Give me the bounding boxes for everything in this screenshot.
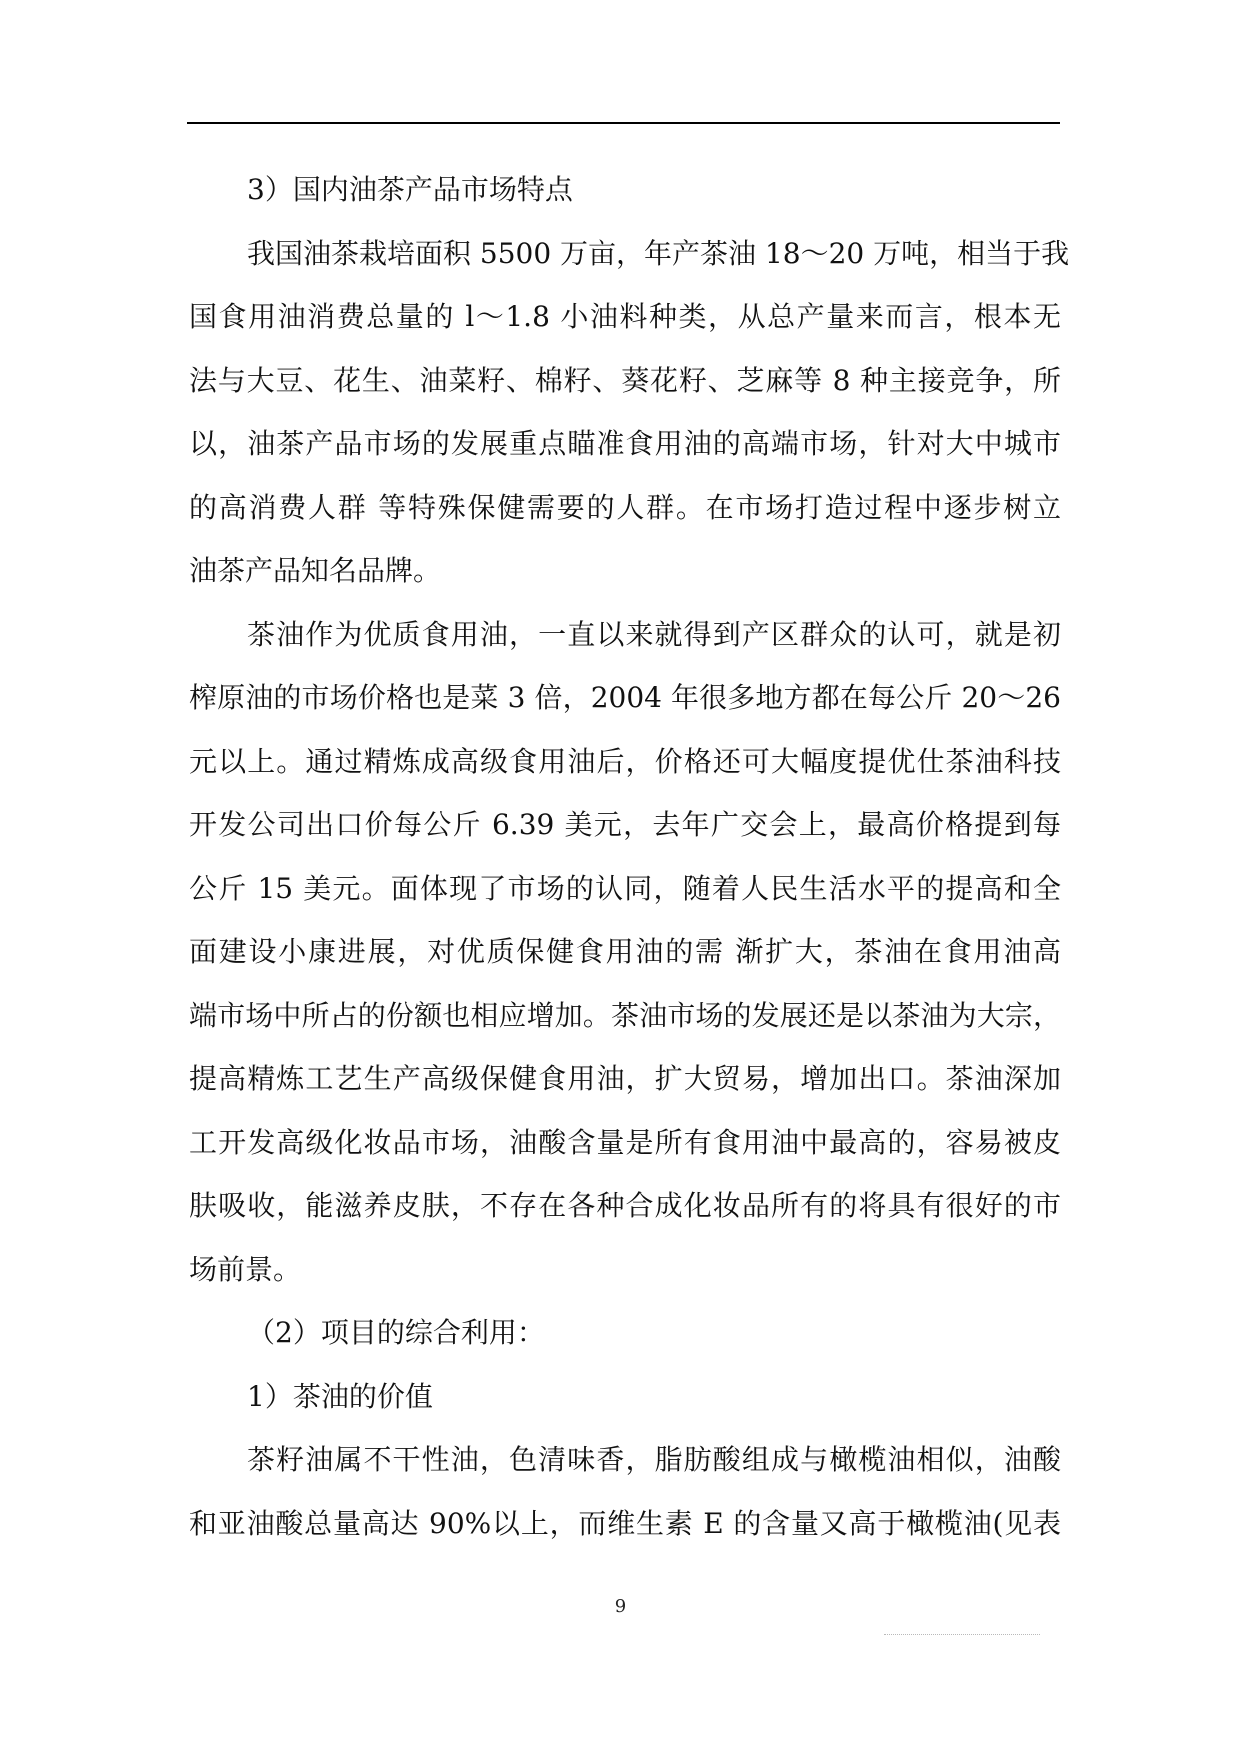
paragraph-price	[189, 603, 1061, 1302]
paragraph-line: 榨原油的市场价格也是菜 3 倍，2004 年很多地方都在每公斤 20～26	[189, 681, 1061, 714]
footer-dotted-mark	[884, 1634, 1040, 1635]
paragraph-line: 场前景。	[189, 1252, 302, 1286]
paragraph-line: 面建设小康进展，对优质保健食用油的需 渐扩大，茶油在食用油高	[189, 935, 1061, 968]
page-number: 9	[614, 1596, 627, 1617]
paragraph-line: 元以上。通过精炼成高级食用油后，价格还可大幅度提优仕茶油科技	[189, 744, 1061, 778]
paragraph-line: 法与大豆、花生、油菜籽、棉籽、葵花籽、芝麻等 8 种主接竞争，所	[189, 363, 1061, 397]
paragraph-line: 肤吸收，能滋养皮肤，不存在各种合成化妆品所有的将具有很好的市	[189, 1189, 1061, 1222]
paragraph-line: 和亚油酸总量高达 90%以上，而维生素 E 的含量又高于橄榄油(见表	[189, 1506, 1061, 1540]
paragraph-line: 国食用油消费总量的 l～1.8 小油料种类，从总产量来而言，根本无	[189, 300, 1061, 333]
section-heading-utilization: （2）项目的综合利用：	[247, 1316, 545, 1349]
paragraph-line: 我国油茶栽培面积 5500 万亩，年产茶油 18～20 万吨，相当于我	[247, 236, 1070, 270]
paragraph-composition	[189, 1428, 1061, 1555]
paragraph-line: 茶油作为优质食用油，一直以来就得到产区群众的认可，就是初	[247, 617, 1061, 651]
paragraph-line: 端市场中所占的份额也相应增加。茶油市场的发展还是以茶油为大宗，	[189, 998, 1061, 1032]
header-rule	[187, 122, 1060, 124]
paragraph-line: 茶籽油属不干性油，色清味香，脂肪酸组成与橄榄油相似，油酸	[247, 1443, 1061, 1476]
paragraph-line: 工开发高级化妆品市场，油酸含量是所有食用油中最高的，容易被皮	[189, 1125, 1061, 1159]
paragraph-line: 公斤 15 美元。面体现了市场的认同，随着人民生活水平的提高和全	[189, 871, 1061, 905]
section-heading-oil-value: 1）茶油的价值	[247, 1379, 433, 1413]
paragraph-line: 以，油茶产品市场的发展重点瞄准食用油的高端市场，针对大中城市	[189, 427, 1061, 460]
section-heading-market: 3）国内油茶产品市场特点	[247, 173, 573, 206]
paragraph-line: 油茶产品知名品牌。	[189, 554, 442, 587]
document-body	[189, 158, 1070, 1555]
paragraph-line: 提高精炼工艺生产高级保健食用油，扩大贸易，增加出口。茶油深加	[189, 1062, 1061, 1095]
paragraph-cultivation	[189, 222, 1070, 603]
paragraph-line: 开发公司出口价每公斤 6.39 美元，去年广交会上，最高价格提到每	[189, 808, 1061, 841]
paragraph-line: 的高消费人群 等特殊保健需要的人群。在市场打造过程中逐步树立	[189, 490, 1061, 524]
